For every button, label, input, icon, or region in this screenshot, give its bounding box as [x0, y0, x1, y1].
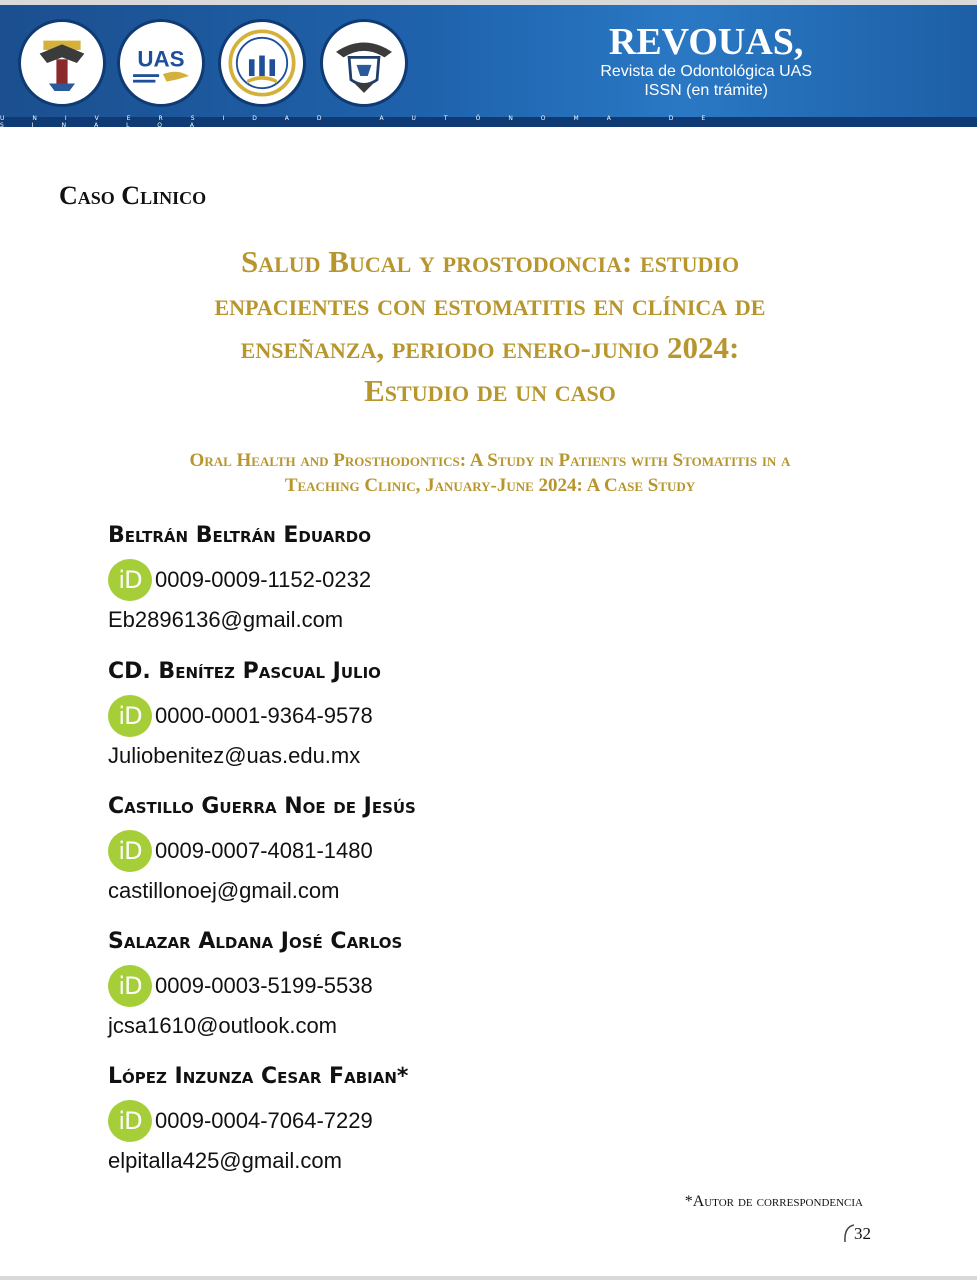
- article-title-spanish: [150, 240, 830, 412]
- university-strip: [0, 117, 977, 127]
- orcid-icon[interactable]: iD: [108, 695, 152, 737]
- title-es-line: enpacientes con estomatitis en clínica de: [214, 287, 766, 322]
- orcid-id[interactable]: 0000-0001-9364-9578: [155, 703, 373, 728]
- correspondence-footnote: *Autor de correspondencia: [684, 1193, 863, 1210]
- author-block: [108, 657, 668, 771]
- journal-masthead: [600, 22, 812, 100]
- author-orcid: [108, 1100, 668, 1142]
- university-seal-icon: [218, 19, 306, 107]
- author-name: CD. Benítez Pascual Julio: [108, 659, 381, 684]
- orcid-id[interactable]: 0009-0009-1152-0232: [155, 567, 372, 592]
- orcid-id[interactable]: 0009-0003-5199-5538: [155, 973, 373, 998]
- author-block: [108, 521, 668, 635]
- author-email[interactable]: elpitalla425@gmail.com: [108, 1148, 342, 1173]
- page-number-box: [842, 1222, 871, 1246]
- author-orcid: [108, 559, 668, 601]
- author-block: [108, 1062, 668, 1176]
- author-orcid: [108, 965, 668, 1007]
- orcid-id[interactable]: 0009-0004-7064-7229: [155, 1108, 373, 1133]
- title-en-line: Oral Health and Prosthodontics: A Study in Patients with Stomatitis in a: [189, 450, 791, 471]
- title-en-line: Teaching Clinic, January-June 2024: A Case Study: [284, 475, 696, 496]
- journal-subtitle: Revista de Odontológica UAS: [600, 63, 812, 80]
- author-orcid: [108, 830, 668, 872]
- author-block: [108, 927, 668, 1041]
- author-name: Beltrán Beltrán Eduardo: [108, 523, 371, 548]
- uas-logo-text: UAS: [137, 46, 185, 72]
- header-banner: [0, 5, 977, 117]
- title-es-line: Salud Bucal y prostodoncia: estudio: [240, 244, 740, 279]
- orcid-icon[interactable]: iD: [108, 559, 152, 601]
- page-number: 32: [854, 1224, 871, 1243]
- orcid-icon[interactable]: iD: [108, 1100, 152, 1142]
- author-block: [108, 792, 668, 906]
- section-label: Caso Clinico: [59, 181, 207, 210]
- faculty-crest-icon: [320, 19, 408, 107]
- author-email[interactable]: Eb2896136@gmail.com: [108, 607, 344, 632]
- author-name: Salazar Aldana José Carlos: [108, 929, 403, 954]
- orcid-icon[interactable]: iD: [108, 965, 152, 1007]
- bottom-edge: [0, 1276, 977, 1280]
- author-email[interactable]: castillonoej@gmail.com: [108, 878, 340, 903]
- orcid-id[interactable]: 0009-0007-4081-1480: [155, 838, 373, 863]
- title-es-line: enseñanza, periodo enero-junio 2024:: [240, 330, 740, 365]
- journal-title: REVOUAS,: [608, 21, 804, 63]
- journal-issn: ISSN (en trámite): [644, 82, 768, 99]
- author-email[interactable]: Juliobenitez@uas.edu.mx: [108, 743, 361, 768]
- article-title-english: [120, 448, 860, 498]
- uas-logo-icon: [117, 19, 205, 107]
- title-es-line: Estudio de un caso: [364, 373, 616, 408]
- orcid-icon[interactable]: iD: [108, 830, 152, 872]
- author-name: Castillo Guerra Noe de Jesús: [108, 794, 416, 819]
- eagle-crest-icon: [18, 19, 106, 107]
- university-strip-text: UNIVERSIDAD AUTÓNOMA DE SINALOA: [0, 115, 734, 129]
- author-orcid: [108, 695, 668, 737]
- author-name: López Inzunza Cesar Fabian*: [108, 1064, 409, 1089]
- author-email[interactable]: jcsa1610@outlook.com: [108, 1013, 338, 1038]
